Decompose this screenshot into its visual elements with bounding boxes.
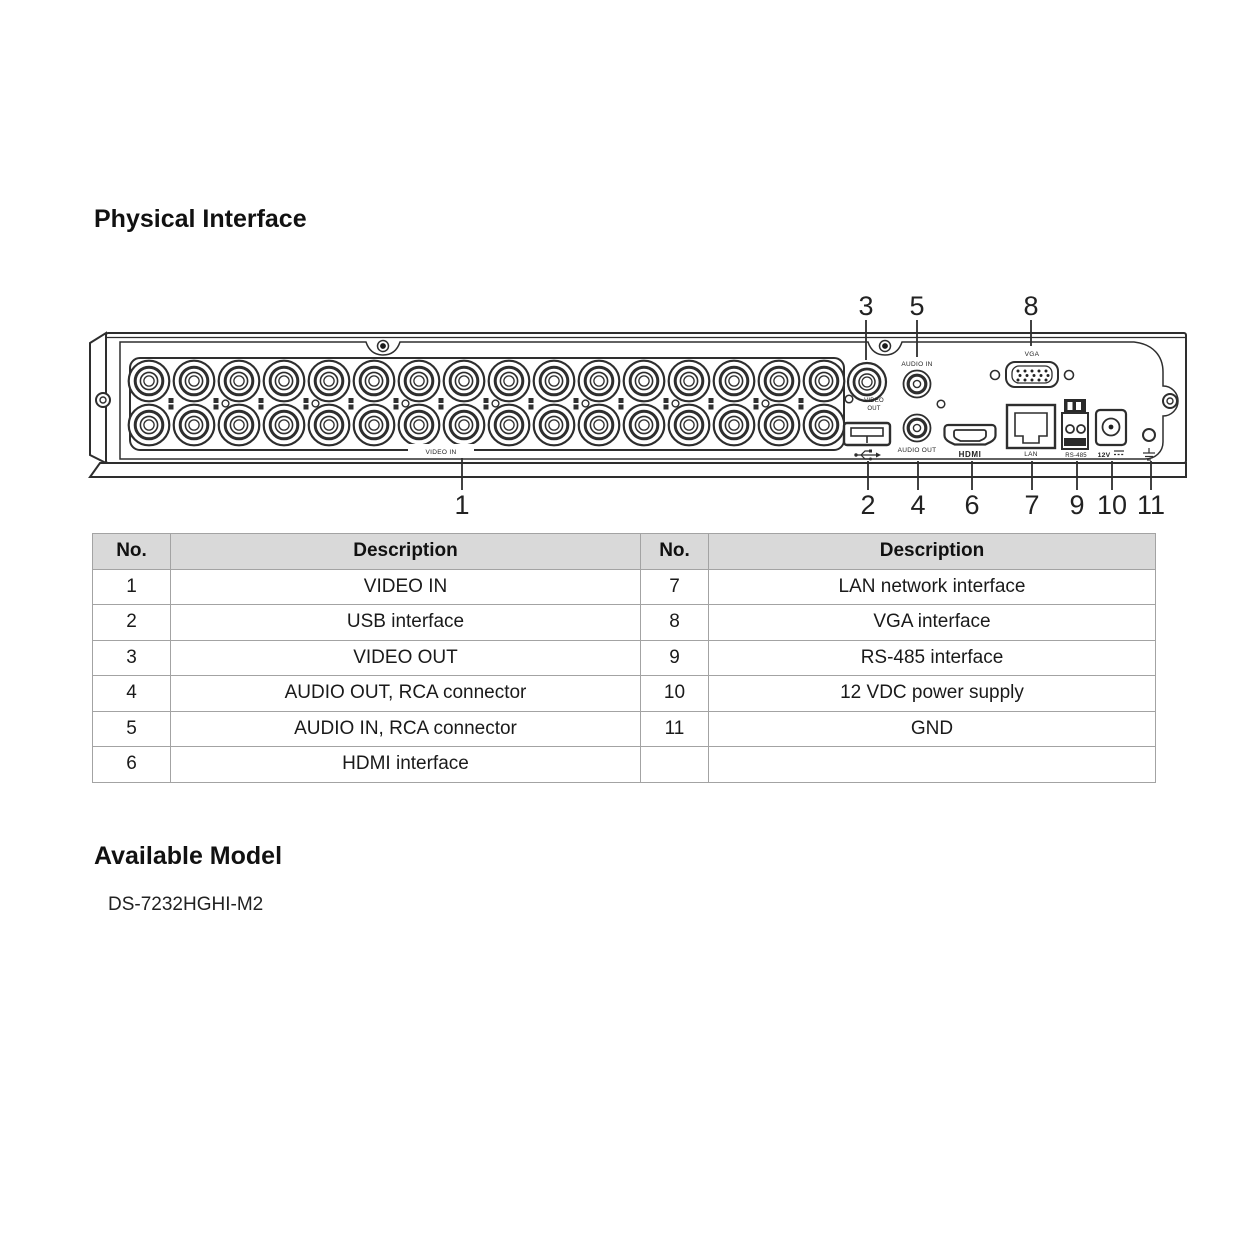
bnc-connector — [219, 405, 260, 446]
bnc-connector — [804, 405, 845, 446]
cell-desc: VIDEO OUT — [171, 640, 641, 676]
cell-desc: RS-485 interface — [709, 640, 1156, 676]
audio-in-label: AUDIO IN — [901, 361, 933, 368]
cell-no: 4 — [93, 676, 171, 712]
bnc-connector — [759, 361, 800, 402]
table-row — [93, 569, 1156, 605]
bnc-connector — [534, 361, 575, 402]
lan-label: LAN — [1024, 451, 1038, 458]
table-row — [93, 676, 1156, 712]
bnc-connector — [579, 405, 620, 446]
audio-in-connector — [901, 361, 932, 398]
channel-number-marker — [304, 398, 309, 403]
channel-number-marker — [799, 405, 804, 410]
bnc-connector — [804, 361, 845, 402]
callout-7: 7 — [1024, 490, 1040, 520]
bnc-connector — [174, 361, 215, 402]
cell-desc: AUDIO IN, RCA connector — [171, 711, 641, 747]
channel-number-marker — [214, 405, 219, 410]
callout-6: 6 — [964, 490, 980, 520]
vga-label: VGA — [1024, 351, 1040, 358]
panel-hole — [582, 400, 589, 407]
rear-panel-diagram — [0, 280, 1250, 528]
cell-no: 10 — [641, 676, 709, 712]
vga-screw — [991, 371, 1000, 380]
table-row — [93, 711, 1156, 747]
channel-number-marker — [259, 405, 264, 410]
cell-desc: USB interface — [171, 605, 641, 641]
bnc-connector — [354, 361, 395, 402]
bnc-connector — [174, 405, 215, 446]
cell-desc: VIDEO IN — [171, 569, 641, 605]
bnc-connector — [759, 405, 800, 446]
rs485-label: RS-485 — [1065, 453, 1087, 459]
channel-number-marker — [754, 398, 759, 403]
bnc-connector — [264, 361, 305, 402]
channel-number-marker — [709, 405, 714, 410]
channel-number-marker — [484, 398, 489, 403]
cell-no: 7 — [641, 569, 709, 605]
header-desc-1: Description — [171, 534, 641, 570]
section-title-physical-interface: Physical Interface — [94, 205, 307, 233]
panel-hole — [672, 400, 679, 407]
callout-3: 3 — [858, 291, 874, 321]
cell-desc: GND — [709, 711, 1156, 747]
bnc-connector — [399, 361, 440, 402]
cell-desc: AUDIO OUT, RCA connector — [171, 676, 641, 712]
hdmi-label: HDMI — [958, 450, 982, 459]
bnc-connector — [309, 361, 350, 402]
video-out-label-line2: OUT — [867, 406, 881, 412]
cell-no: 6 — [93, 747, 171, 783]
vga-screw — [1065, 371, 1074, 380]
table-row — [93, 747, 1156, 783]
callout-4: 4 — [910, 490, 926, 520]
cell-desc: VGA interface — [709, 605, 1156, 641]
model-number: DS-7232HGHI-M2 — [108, 894, 264, 915]
callout-10: 10 — [1096, 490, 1128, 520]
rs485-terminal — [1062, 399, 1088, 459]
cell-no: 8 — [641, 605, 709, 641]
panel-hole — [402, 400, 409, 407]
bnc-connector — [219, 361, 260, 402]
callout-8: 8 — [1023, 291, 1039, 321]
power-label: 12V — [1097, 452, 1111, 459]
channel-number-marker — [394, 398, 399, 403]
channel-number-marker — [664, 405, 669, 410]
cell-desc: HDMI interface — [171, 747, 641, 783]
channel-number-marker — [304, 405, 309, 410]
cell-no: 9 — [641, 640, 709, 676]
bnc-connector — [399, 405, 440, 446]
section-title-available-model: Available Model — [94, 842, 283, 870]
bnc-connector — [714, 405, 755, 446]
channel-number-marker — [484, 405, 489, 410]
channel-number-marker — [574, 398, 579, 403]
channel-number-marker — [214, 398, 219, 403]
callout-9: 9 — [1069, 490, 1085, 520]
callout-11: 11 — [1136, 490, 1166, 520]
cell-no: 1 — [93, 569, 171, 605]
bnc-connector — [489, 361, 530, 402]
channel-number-marker — [664, 398, 669, 403]
cell-desc: 12 VDC power supply — [709, 676, 1156, 712]
small-screw — [845, 395, 853, 403]
bnc-connector — [264, 405, 305, 446]
panel-hole — [312, 400, 319, 407]
bnc-connector — [624, 361, 665, 402]
video-out-label-line1: VIDEO — [864, 398, 884, 404]
cell-no: 11 — [641, 711, 709, 747]
panel-hole — [762, 400, 769, 407]
callout-1: 1 — [454, 490, 470, 520]
table-row — [93, 640, 1156, 676]
bnc-connector — [444, 405, 485, 446]
bnc-connector — [714, 361, 755, 402]
channel-number-marker — [619, 398, 624, 403]
bnc-connector — [129, 405, 170, 446]
small-screw — [937, 400, 945, 408]
bnc-connector — [129, 361, 170, 402]
video-in-label: VIDEO IN — [425, 449, 457, 456]
header-desc-2: Description — [709, 534, 1156, 570]
panel-hole — [222, 400, 229, 407]
bnc-connector — [354, 405, 395, 446]
bnc-connector — [444, 361, 485, 402]
cell-desc — [709, 747, 1156, 783]
channel-number-marker — [529, 398, 534, 403]
channel-number-marker — [754, 405, 759, 410]
callout-5: 5 — [909, 291, 925, 321]
channel-number-marker — [169, 405, 174, 410]
channel-number-marker — [709, 398, 714, 403]
channel-number-marker — [619, 405, 624, 410]
cell-no: 3 — [93, 640, 171, 676]
channel-number-marker — [259, 398, 264, 403]
audio-out-label: AUDIO OUT — [897, 447, 937, 454]
cell-no: 5 — [93, 711, 171, 747]
channel-number-marker — [394, 405, 399, 410]
panel-hole — [492, 400, 499, 407]
cell-desc: LAN network interface — [709, 569, 1156, 605]
bnc-connector — [309, 405, 350, 446]
channel-number-marker — [439, 398, 444, 403]
bnc-connector — [669, 361, 710, 402]
interface-table — [92, 533, 1156, 783]
channel-number-marker — [439, 405, 444, 410]
bnc-connector — [489, 405, 530, 446]
channel-number-marker — [799, 398, 804, 403]
bnc-connector — [624, 405, 665, 446]
channel-number-marker — [169, 398, 174, 403]
channel-number-marker — [349, 405, 354, 410]
bnc-connector — [534, 405, 575, 446]
cell-no: 2 — [93, 605, 171, 641]
header-no-2: No. — [641, 534, 709, 570]
channel-number-marker — [529, 405, 534, 410]
bnc-connector — [579, 361, 620, 402]
channel-number-marker — [349, 398, 354, 403]
bnc-connector — [669, 405, 710, 446]
callout-2: 2 — [860, 490, 876, 520]
table-header-row — [93, 534, 1156, 570]
table-row — [93, 605, 1156, 641]
bottom-rail — [90, 463, 1186, 477]
cell-no — [641, 747, 709, 783]
header-no-1: No. — [93, 534, 171, 570]
channel-number-marker — [574, 405, 579, 410]
